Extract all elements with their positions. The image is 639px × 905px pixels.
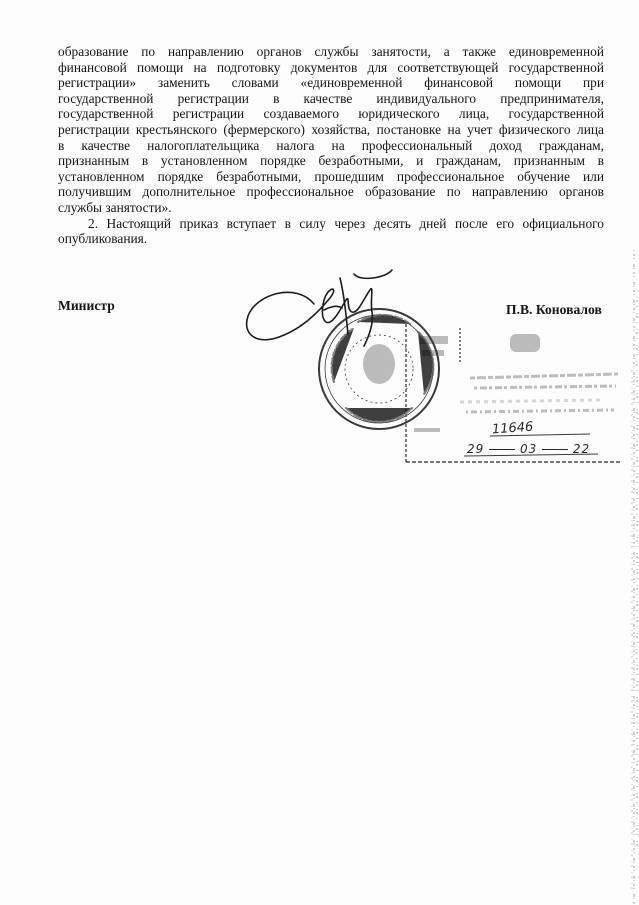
text-line: признанным в установленном порядке безработными, и гражданам, признанным в [58,153,604,169]
document-body [58,44,604,247]
registration-date [467,442,590,456]
registration-number: 11646 [491,419,534,438]
text-line: службы занятости». [58,199,172,215]
item-2-line: опубликования. [58,231,148,247]
text-line: регистрации» заменить словами «единовременной финансовой помощи при [58,75,604,91]
text-line: государственной регистрации создаваемого юридического лица, государственной [58,106,604,122]
text-line: государственной регистрации в качестве индивидуального предпринимателя, [58,90,604,106]
registration-date-month: 03 [519,442,538,456]
text-line: установленном порядке безработными, прошедшим профессиональное обучение или [58,168,604,184]
text-line: финансовой помощи на подготовку документов для соответствующей государственной [58,59,604,75]
handwritten-signature [236,264,396,364]
registration-date-year: 22 [572,442,591,456]
text-line: регистрации крестьянского (фермерского) хозяйства, постановке на учет физического лица [58,121,604,137]
text-line: получившим дополнительное профессиональное образование по направлению органов [58,184,604,200]
signatory-title: Министр [58,298,115,313]
registration-date-day: 29 [467,442,485,456]
item-2-line: 2. Настоящий приказ вступает в силу через десять дней после его официального [88,215,604,231]
signatory-name: П.В. Коновалов [506,302,602,317]
text-line: образование по направлению органов службы занятости, а также единовременной [58,44,604,59]
text-line: в качестве налогоплательщика налога на профессиональный доход гражданам, [58,137,604,153]
scan-edge-artifact [629,250,639,905]
